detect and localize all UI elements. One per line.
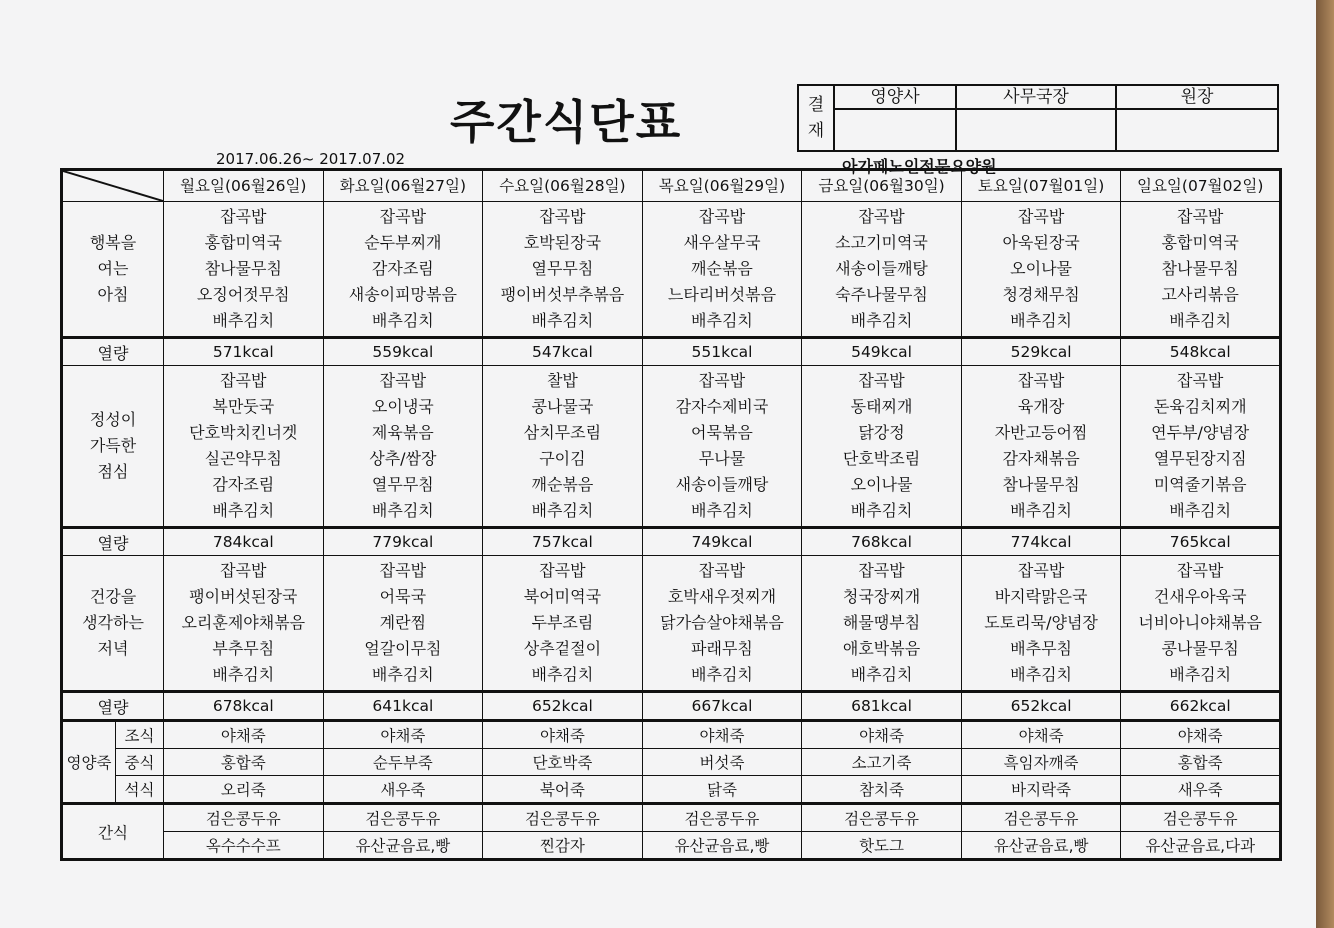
menu-item: 잡곡밥 — [858, 207, 905, 226]
breakfast-menu-cell — [323, 202, 483, 338]
facility-name: 아가페노인전문요양원 — [842, 157, 997, 176]
kcal-value: 571kcal — [164, 338, 324, 366]
menu-item-list — [802, 366, 961, 526]
menu-item: 콩나물무침 — [1161, 639, 1239, 658]
menu-item: 북어미역국 — [523, 587, 602, 606]
menu-item: 육개장 — [1017, 397, 1065, 416]
menu-item: 열무무침 — [371, 475, 434, 494]
menu-item: 미역줄기볶음 — [1153, 475, 1247, 494]
menu-item-list — [643, 202, 802, 336]
day-header: 토요일(07월01일) — [961, 170, 1121, 202]
kcal-value: 548kcal — [1121, 338, 1281, 366]
menu-item-list — [962, 202, 1121, 336]
breakfast-label — [62, 202, 164, 338]
porridge-item: 새우죽 — [1121, 776, 1281, 804]
kcal-value: 547kcal — [483, 338, 643, 366]
porridge-item: 야채죽 — [483, 721, 643, 749]
menu-item: 오이냉국 — [371, 397, 434, 416]
breakfast-row — [62, 202, 1281, 338]
menu-item: 잡곡밥 — [220, 207, 267, 226]
menu-item-list — [802, 202, 961, 336]
menu-item: 복만둣국 — [212, 397, 275, 416]
breakfast-kcal-row — [62, 338, 1281, 366]
approval-secretary — [957, 86, 1117, 150]
dinner-menu-cell — [1121, 556, 1281, 692]
menu-item: 잡곡밥 — [220, 561, 267, 580]
menu-item-list — [324, 366, 483, 526]
approval-header: 사무국장 — [957, 86, 1115, 110]
kcal-value: 667kcal — [642, 692, 802, 721]
menu-item: 배추김치 — [850, 501, 913, 520]
menu-item-list — [483, 556, 642, 690]
menu-item: 상추/쌈장 — [369, 449, 437, 468]
day-header: 금요일(06월30일) — [802, 170, 962, 202]
approval-header: 영양사 — [835, 86, 955, 110]
menu-item-list — [164, 556, 323, 690]
desk-edge — [1316, 0, 1334, 928]
snack-row — [62, 804, 1281, 832]
lunch-label — [62, 366, 164, 528]
porridge-item: 북어죽 — [483, 776, 643, 804]
menu-item: 참나물무침 — [204, 259, 282, 278]
menu-item: 깨순볶음 — [531, 475, 594, 494]
menu-item: 동태찌개 — [850, 397, 913, 416]
approval-label — [799, 86, 835, 150]
menu-item: 배추김치 — [531, 665, 594, 684]
menu-item-list — [1121, 202, 1279, 336]
snack-item: 검은콩두유 — [961, 804, 1121, 832]
menu-item: 숙주나물무침 — [835, 285, 928, 304]
menu-item: 잡곡밥 — [1017, 207, 1065, 226]
menu-item: 배추김치 — [531, 311, 594, 330]
dinner-menu-cell — [323, 556, 483, 692]
dinner-menu-cell — [164, 556, 324, 692]
menu-item: 팽이버섯부추볶음 — [500, 285, 625, 304]
menu-item-list — [483, 366, 642, 526]
menu-item: 찰밥 — [546, 371, 578, 390]
snack-row — [62, 832, 1281, 860]
lunch-menu-cell — [802, 366, 962, 528]
menu-item: 배추김치 — [371, 665, 434, 684]
snack-item: 검은콩두유 — [1121, 804, 1281, 832]
menu-item: 청국장찌개 — [842, 587, 921, 606]
menu-item: 배추김치 — [1169, 665, 1232, 684]
porridge-item: 바지락죽 — [961, 776, 1121, 804]
porridge-item: 새우죽 — [323, 776, 483, 804]
menu-item: 배추김치 — [212, 311, 275, 330]
dinner-row — [62, 556, 1281, 692]
menu-item: 호박된장국 — [523, 233, 602, 252]
kcal-value: 662kcal — [1121, 692, 1281, 721]
menu-item: 배추김치 — [1010, 311, 1072, 330]
menu-item: 자반고등어찜 — [994, 423, 1088, 442]
breakfast-menu-cell — [802, 202, 962, 338]
menu-item: 배추김치 — [1010, 501, 1072, 520]
snack-item: 유산균음료,빵 — [323, 832, 483, 860]
menu-item: 참나물무침 — [1161, 259, 1239, 278]
menu-item: 어묵볶음 — [691, 423, 753, 442]
kcal-value: 678kcal — [164, 692, 324, 721]
menu-item: 느타리버섯볶음 — [667, 285, 777, 304]
menu-item: 호박새우젓찌개 — [667, 587, 777, 606]
menu-item: 파래무침 — [691, 639, 753, 658]
snack-item: 검은콩두유 — [483, 804, 643, 832]
breakfast-menu-cell — [961, 202, 1121, 338]
menu-item: 잡곡밥 — [379, 371, 427, 390]
porridge-item: 단호박죽 — [483, 749, 643, 776]
dinner-menu-cell — [961, 556, 1121, 692]
menu-item: 실곤약무침 — [204, 449, 282, 468]
snack-item: 찐감자 — [483, 832, 643, 860]
day-header: 목요일(06월29일) — [642, 170, 802, 202]
menu-item: 해물땡부침 — [842, 613, 921, 632]
menu-item: 애호박볶음 — [842, 639, 921, 658]
weekly-menu-table — [60, 168, 1282, 861]
porridge-row — [62, 721, 1281, 749]
porridge-meal: 조식 — [116, 721, 164, 749]
menu-item: 얼갈이무침 — [364, 639, 442, 658]
menu-item: 바지락맑은국 — [994, 587, 1088, 606]
menu-item: 감자조림 — [371, 259, 434, 278]
menu-item: 홍합미역국 — [1161, 233, 1239, 252]
menu-item: 새송이들깨탕 — [835, 259, 928, 278]
kcal-value: 779kcal — [323, 528, 483, 556]
kcal-value: 749kcal — [642, 528, 802, 556]
day-header: 화요일(06월27일) — [323, 170, 483, 202]
kcal-value: 768kcal — [802, 528, 962, 556]
snack-item: 검은콩두유 — [642, 804, 802, 832]
menu-period: 2017.06.26~ 2017.07.02 — [216, 150, 406, 168]
day-header: 일요일(07월02일) — [1121, 170, 1281, 202]
menu-item: 배추김치 — [212, 665, 275, 684]
approval-header: 원장 — [1117, 86, 1277, 110]
porridge-row — [62, 749, 1281, 776]
menu-item: 제육볶음 — [371, 423, 434, 442]
kcal-value: 757kcal — [483, 528, 643, 556]
menu-item: 잡곡밥 — [539, 207, 586, 226]
menu-item-list — [164, 366, 323, 526]
menu-item: 두부조림 — [531, 613, 594, 632]
menu-item: 오리훈제야채볶음 — [181, 613, 306, 632]
menu-item: 새송이피망볶음 — [348, 285, 457, 304]
menu-item: 도토리묵/양념장 — [984, 613, 1098, 632]
porridge-item: 닭죽 — [642, 776, 802, 804]
lunch-menu-cell — [323, 366, 483, 528]
menu-item: 잡곡밥 — [858, 371, 905, 390]
menu-item: 배추김치 — [1010, 665, 1072, 684]
menu-item-list — [483, 202, 642, 336]
breakfast-menu-cell — [164, 202, 324, 338]
porridge-item: 순두부죽 — [323, 749, 483, 776]
porridge-item: 홍합죽 — [1121, 749, 1281, 776]
lunch-menu-cell — [642, 366, 802, 528]
menu-item: 열무된장지짐 — [1153, 449, 1247, 468]
menu-item: 닭가슴살야채볶음 — [660, 613, 784, 632]
kcal-value: 652kcal — [483, 692, 643, 721]
kcal-value: 559kcal — [323, 338, 483, 366]
porridge-item: 야채죽 — [1121, 721, 1281, 749]
porridge-item: 야채죽 — [164, 721, 324, 749]
kcal-label: 열량 — [62, 692, 164, 721]
lunch-menu-cell — [1121, 366, 1281, 528]
approval-box — [797, 84, 1279, 152]
snack-item: 유산균음료,다과 — [1121, 832, 1281, 860]
menu-item: 배추김치 — [531, 501, 594, 520]
menu-item: 오이나물 — [1010, 259, 1072, 278]
menu-item: 순두부찌개 — [364, 233, 442, 252]
kcal-value: 652kcal — [961, 692, 1121, 721]
menu-item-list — [324, 556, 483, 690]
menu-item-list — [1121, 556, 1279, 690]
menu-item: 소고기미역국 — [835, 233, 928, 252]
porridge-item: 참치죽 — [802, 776, 962, 804]
menu-item: 어묵국 — [379, 587, 427, 606]
approval-dietitian — [835, 86, 957, 150]
porridge-label: 영양죽 — [62, 721, 116, 804]
kcal-value: 765kcal — [1121, 528, 1281, 556]
menu-item: 청경채무침 — [1002, 285, 1080, 304]
porridge-item: 야채죽 — [961, 721, 1121, 749]
menu-item: 오징어젓무침 — [196, 285, 290, 304]
snack-item: 옥수수수프 — [164, 832, 324, 860]
dinner-menu-cell — [483, 556, 643, 692]
porridge-item: 흑임자깨죽 — [961, 749, 1121, 776]
menu-item: 잡곡밥 — [539, 561, 586, 580]
menu-item: 잡곡밥 — [1017, 561, 1065, 580]
menu-item: 부추무침 — [212, 639, 275, 658]
kcal-value: 641kcal — [323, 692, 483, 721]
menu-item-list — [643, 556, 802, 690]
menu-item: 잡곡밥 — [1177, 371, 1224, 390]
menu-item-list — [1121, 366, 1279, 526]
approval-label-bottom: 재 — [807, 121, 825, 141]
menu-item: 배추김치 — [850, 311, 913, 330]
lunch-kcal-row — [62, 528, 1281, 556]
day-header: 수요일(06월28일) — [483, 170, 643, 202]
menu-item: 배추김치 — [371, 311, 434, 330]
menu-item: 콩나물국 — [531, 397, 594, 416]
porridge-item: 야채죽 — [642, 721, 802, 749]
menu-item: 닭강정 — [858, 423, 905, 442]
menu-item: 고사리볶음 — [1161, 285, 1239, 304]
menu-item-list — [643, 366, 802, 526]
porridge-item: 야채죽 — [802, 721, 962, 749]
day-header-row — [62, 170, 1281, 202]
menu-item: 연두부/양념장 — [1151, 423, 1250, 442]
kcal-value: 549kcal — [802, 338, 962, 366]
menu-item: 새송이들깨탕 — [675, 475, 769, 494]
menu-item-list — [962, 556, 1121, 690]
menu-item: 잡곡밥 — [379, 561, 427, 580]
page-title: 주간식단표 — [450, 95, 683, 149]
diagonal-line — [63, 171, 163, 201]
snack-item: 검은콩두유 — [164, 804, 324, 832]
menu-item: 단호박조림 — [842, 449, 921, 468]
menu-item: 홍합미역국 — [204, 233, 282, 252]
kcal-value: 681kcal — [802, 692, 962, 721]
menu-item: 구이김 — [539, 449, 586, 468]
menu-item: 삼치무조림 — [523, 423, 602, 442]
porridge-meal: 중식 — [116, 749, 164, 776]
dinner-label-text: 건강을 생각하는 저녁 — [82, 587, 144, 658]
snack-item: 유산균음료,빵 — [642, 832, 802, 860]
lunch-row — [62, 366, 1281, 528]
lunch-menu-cell — [164, 366, 324, 528]
menu-item-list — [962, 366, 1121, 526]
dinner-label — [62, 556, 164, 692]
menu-item: 건새우아욱국 — [1153, 587, 1247, 606]
porridge-item: 버섯죽 — [642, 749, 802, 776]
approval-director — [1117, 86, 1277, 150]
corner-cell — [62, 170, 164, 202]
dinner-menu-cell — [802, 556, 962, 692]
menu-item: 잡곡밥 — [1177, 561, 1224, 580]
menu-item-list — [324, 202, 483, 336]
porridge-item: 소고기죽 — [802, 749, 962, 776]
menu-item: 잡곡밥 — [1017, 371, 1065, 390]
menu-item: 배추김치 — [1169, 501, 1232, 520]
breakfast-menu-cell — [483, 202, 643, 338]
kcal-label: 열량 — [62, 528, 164, 556]
menu-item: 잡곡밥 — [698, 561, 746, 580]
breakfast-label-text: 행복을 여는 아침 — [89, 233, 137, 304]
menu-item: 단호박치킨너겟 — [189, 423, 298, 442]
menu-item: 새우살무국 — [683, 233, 761, 252]
menu-item: 배추김치 — [691, 501, 753, 520]
menu-item: 배추무침 — [1010, 639, 1072, 658]
breakfast-menu-cell — [1121, 202, 1281, 338]
menu-item: 잡곡밥 — [698, 207, 746, 226]
porridge-meal: 석식 — [116, 776, 164, 804]
dinner-kcal-row — [62, 692, 1281, 721]
lunch-menu-cell — [961, 366, 1121, 528]
porridge-row — [62, 776, 1281, 804]
snack-item: 검은콩두유 — [802, 804, 962, 832]
lunch-menu-cell — [483, 366, 643, 528]
menu-item: 감자채볶음 — [1002, 449, 1080, 468]
dinner-menu-cell — [642, 556, 802, 692]
porridge-item: 야채죽 — [323, 721, 483, 749]
menu-item: 잡곡밥 — [1177, 207, 1224, 226]
menu-item: 팽이버섯된장국 — [189, 587, 298, 606]
menu-item: 감자조림 — [212, 475, 275, 494]
menu-item: 배추김치 — [212, 501, 275, 520]
menu-item: 무나물 — [698, 449, 746, 468]
lunch-label-text: 정성이 가득한 점심 — [89, 410, 137, 481]
breakfast-menu-cell — [642, 202, 802, 338]
kcal-value: 784kcal — [164, 528, 324, 556]
menu-item: 계란찜 — [379, 613, 427, 632]
snack-label: 간식 — [62, 804, 164, 860]
porridge-item: 홍합죽 — [164, 749, 324, 776]
menu-item: 배추김치 — [691, 311, 753, 330]
menu-item: 깨순볶음 — [691, 259, 753, 278]
menu-item: 돈육김치찌개 — [1153, 397, 1247, 416]
porridge-item: 오리죽 — [164, 776, 324, 804]
menu-item: 아욱된장국 — [1002, 233, 1080, 252]
kcal-value: 774kcal — [961, 528, 1121, 556]
menu-item: 배추김치 — [850, 665, 913, 684]
menu-item: 배추김치 — [371, 501, 434, 520]
menu-item: 잡곡밥 — [220, 371, 267, 390]
kcal-value: 529kcal — [961, 338, 1121, 366]
menu-item: 열무무침 — [531, 259, 594, 278]
menu-item: 상추겉절이 — [523, 639, 602, 658]
menu-item: 감자수제비국 — [675, 397, 769, 416]
kcal-label: 열량 — [62, 338, 164, 366]
approval-label-top: 결 — [807, 95, 825, 115]
menu-item: 잡곡밥 — [698, 371, 746, 390]
menu-item: 잡곡밥 — [379, 207, 427, 226]
snack-item: 검은콩두유 — [323, 804, 483, 832]
snack-item: 유산균음료,빵 — [961, 832, 1121, 860]
menu-item: 참나물무침 — [1002, 475, 1080, 494]
menu-item: 배추김치 — [1169, 311, 1232, 330]
menu-item-list — [802, 556, 961, 690]
menu-item-list — [164, 202, 323, 336]
snack-item: 핫도그 — [802, 832, 962, 860]
day-header: 월요일(06월26일) — [164, 170, 324, 202]
menu-item: 오이나물 — [850, 475, 913, 494]
menu-item: 배추김치 — [691, 665, 753, 684]
menu-item: 너비아니야채볶음 — [1138, 613, 1263, 632]
menu-item: 잡곡밥 — [858, 561, 905, 580]
kcal-value: 551kcal — [642, 338, 802, 366]
